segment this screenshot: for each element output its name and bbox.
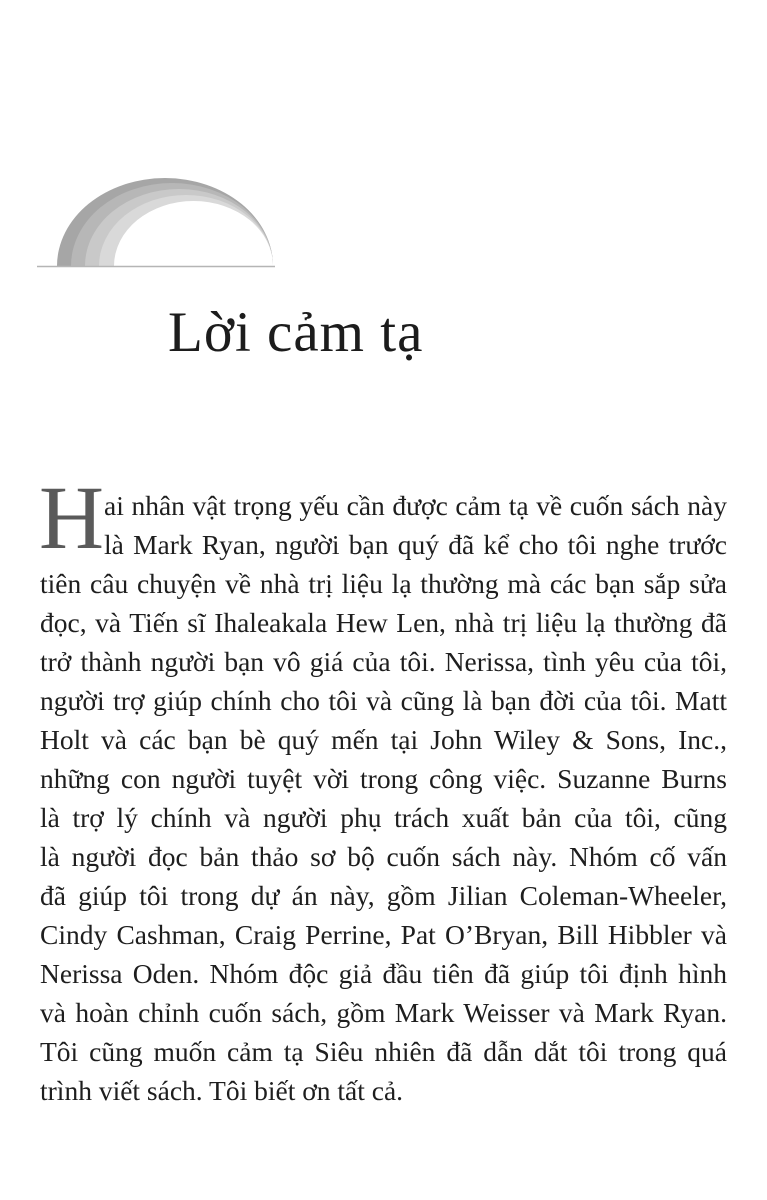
body-text-line: đã giúp tôi trong dự án này, gồm Jilian Coleman-Wheeler, [40, 880, 727, 911]
body-text-line: những con người tuyệt vời trong công việc. Suzanne Burns [40, 763, 727, 794]
body-text-line: tiên câu chuyện về nhà trị liệu lạ thường mà các bạn sắp sửa [40, 568, 727, 599]
body-text-line: là trợ lý chính và người phụ trách xuất bản của tôi, cũng [40, 802, 727, 833]
body-text-line: là Mark Ryan, người bạn quý đã kể cho tôi nghe trước [104, 529, 727, 560]
body-text-line: Nerissa Oden. Nhóm độc giả đầu tiên đã giúp tôi định hình [40, 958, 727, 989]
body-text-line: trình viết sách. Tôi biết ơn tất cả. [40, 1075, 404, 1106]
body-text-line: là người đọc bản thảo sơ bộ cuốn sách này. Nhóm cố vấn [40, 841, 727, 872]
body-text-line: và hoàn chỉnh cuốn sách, gồm Mark Weisser và Mark Ryan. [40, 997, 727, 1028]
body-text-line: ai nhân vật trọng yếu cần được cảm tạ về cuốn sách này [104, 490, 727, 521]
drop-cap-letter: H [39, 469, 104, 568]
body-text-line: trở thành người bạn vô giá của tôi. Nerissa, tình yêu của tôi, [40, 646, 727, 677]
body-text-line: người trợ giúp chính cho tôi và cũng là bạn đời của tôi. Matt [40, 685, 727, 716]
body-text-line: Cindy Cashman, Craig Perrine, Pat O’Bryan, Bill Hibbler và [40, 919, 727, 950]
body-paragraph [40, 486, 727, 1110]
body-text-line: đọc, và Tiến sĩ Ihaleakala Hew Len, nhà trị liệu lạ thường đã [40, 607, 727, 638]
body-text-line: Tôi cũng muốn cảm tạ Siêu nhiên đã dẫn dắt tôi trong quá [40, 1036, 727, 1067]
chapter-title: Lời cảm tạ [168, 301, 424, 364]
rainbow-arc-graphic [37, 175, 277, 269]
rainbow-arc-icon [37, 175, 277, 269]
body-text-line: Holt và các bạn bè quý mến tại John Wiley & Sons, Inc., [40, 724, 727, 755]
